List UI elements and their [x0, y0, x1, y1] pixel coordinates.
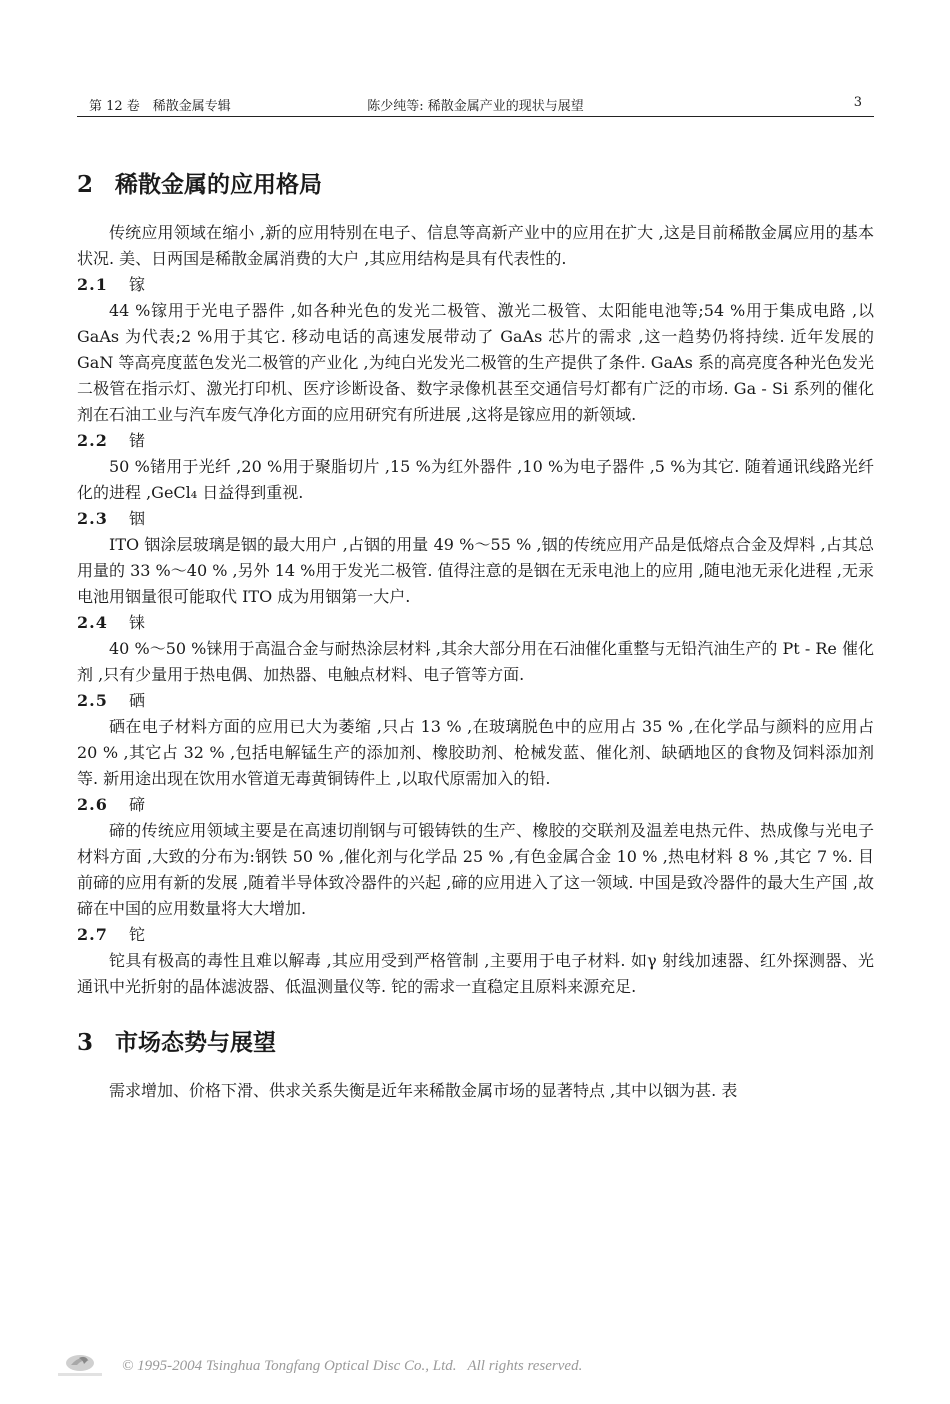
subsection-2-1-text: 44 %镓用于光电子器件 ,如各种光色的发光二极管、激光二极管、太阳能电池等;54 %用于集成电路 ,以 GaAs 为代表;2 %用于其它. 移动电话的高速发展带动了 GaAs 芯片的需求 ,这一趋势仍将持续. 近年发展的 GaN 等高亮度蓝色发光二极管的产业化 ,为纯白光发光二极管的生产提供了条件. GaAs 系的高亮度各种光色发光二极管在指示灯、激光打印机、医疗诊断设备、数字录像机甚至交通信号灯都有广泛的市场. Ga - Si 系列的催化剂在石油工业与汽车废气净化方面的应用研究有所进展 ,这将是镓应用的新领域.: [77, 301, 874, 424]
article-running-title: 陈少纯等: 稀散金属产业的现状与展望: [367, 99, 584, 114]
subsection-number: 2.6: [77, 795, 108, 814]
publisher-logo-icon: [55, 1352, 105, 1380]
journal-volume: 第 12 卷 稀散金属专辑: [89, 99, 231, 114]
subsection-number: 2.1: [77, 275, 108, 294]
subsection-title: 镓: [129, 275, 146, 294]
footer: [55, 1352, 875, 1382]
subsection-number: 2.5: [77, 691, 108, 710]
subsection-2-4-text: 40 %～50 %铼用于高温合金与耐热涂层材料 ,其余大部分用在石油催化重整与无铅汽油生产的 Pt - Re 催化剂 ,只有少量用于热电偶、加热器、电触点材料、电子管等方面.: [77, 639, 874, 684]
section-number: 2: [77, 171, 94, 198]
section-2-intro: 传统应用领域在缩小 ,新的应用特别在电子、信息等高新产业中的应用在扩大 ,这是目前稀散金属应用的基本状况. 美、日两国是稀散金属消费的大户 ,其应用结构是具有代表性的.: [77, 223, 874, 268]
subsection-2-5-heading: [77, 688, 874, 714]
header-rule: [77, 116, 874, 117]
page-number: 3: [853, 95, 862, 110]
subsection-2-3-heading: [77, 506, 874, 532]
section-2-heading: [77, 168, 874, 202]
section-number: 3: [77, 1029, 94, 1056]
subsection-2-6-heading: [77, 792, 874, 818]
subsection-2-4-heading: [77, 610, 874, 636]
subsection-number: 2.2: [77, 431, 108, 450]
subsection-2-1-heading: [77, 272, 874, 298]
subsection-title: 硒: [129, 691, 146, 710]
subsection-number: 2.7: [77, 925, 108, 944]
article-body: [77, 168, 874, 1104]
subsection-2-6-text: 碲的传统应用领域主要是在高速切削钢与可锻铸铁的生产、橡胶的交联剂及温差电热元件、热成像与光电子材料方面 ,大致的分布为:钢铁 50 % ,催化剂与化学品 25 % ,有色金属合金 10 % ,热电材料 8 % ,其它 7 %. 目前碲的应用有新的发展 ,随着半导体致冷器件的兴起 ,碲的应用进入了这一领域. 中国是致冷器件的最大生产国 ,故碲在中国的应用数量将大大增加.: [77, 821, 874, 918]
subsection-number: 2.3: [77, 509, 108, 528]
subsection-2-2-text: 50 %锗用于光纤 ,20 %用于聚脂切片 ,15 %为红外器件 ,10 %为电子器件 ,5 %为其它. 随着通讯线路光纤化的进程 ,GeCl₄ 日益得到重视.: [77, 457, 874, 502]
subsection-title: 铼: [129, 613, 146, 632]
section-3-heading: [77, 1026, 874, 1060]
subsection-title: 铊: [129, 925, 146, 944]
subsection-title: 铟: [129, 509, 146, 528]
subsection-2-5-text: 硒在电子材料方面的应用已大为萎缩 ,只占 13 % ,在玻璃脱色中的应用占 35 % ,在化学品与颜料的应用占 20 % ,其它占 32 % ,包括电解锰生产的添加剂、橡胶助剂、枪械发蓝、催化剂、缺硒地区的食物及饲料添加剂等. 新用途出现在饮用水管道无毒黄铜铸件上 ,以取代原需加入的铅.: [77, 717, 874, 788]
section-title: 市场态势与展望: [115, 1029, 276, 1056]
section-title: 稀散金属的应用格局: [115, 171, 322, 198]
subsection-2-3-text: ITO 铟涂层玻璃是铟的最大用户 ,占铟的用量 49 %～55 % ,铟的传统应用产品是低熔点合金及焊料 ,占其总用量的 33 %～40 % ,另外 14 %用于发光二极管. 值得注意的是铟在无汞电池上的应用 ,随电池无汞化进程 ,无汞电池用铟量很可能取代 ITO 成为用铟第一大户.: [77, 535, 874, 606]
subsection-2-7-text: 铊具有极高的毒性且难以解毒 ,其应用受到严格管制 ,主要用于电子材料. 如γ 射线加速器、红外探测器、光通讯中光折射的晶体滤波器、低温测量仪等. 铊的需求一直稳定且原料来源充足.: [77, 951, 874, 996]
subsection-title: 锗: [129, 431, 146, 450]
copyright-notice: © 1995-2004 Tsinghua Tongfang Optical Disc Co., Ltd. All rights reserved.: [122, 1358, 583, 1374]
running-header: [77, 92, 874, 114]
subsection-2-2-heading: [77, 428, 874, 454]
subsection-number: 2.4: [77, 613, 108, 632]
section-3-text: 需求增加、价格下滑、供求关系失衡是近年来稀散金属市场的显著特点 ,其中以铟为甚. 表: [109, 1081, 738, 1100]
subsection-2-7-heading: [77, 922, 874, 948]
subsection-title: 碲: [129, 795, 146, 814]
